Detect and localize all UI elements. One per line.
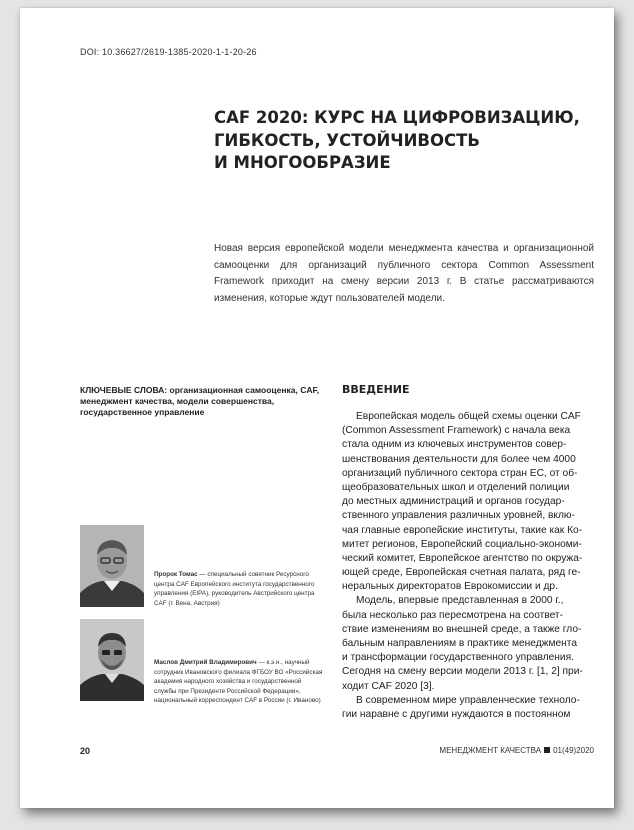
body-line: гии наравне с другими нуждаются в постоянном <box>342 708 571 720</box>
body-line: и трансформации государственного управления. <box>342 652 574 664</box>
journal-name: МЕНЕДЖМЕНТ КАЧЕСТВА <box>439 746 542 755</box>
title-line: ГИБКОСТЬ, УСТОЙЧИВОСТЬ <box>214 130 480 150</box>
journal-footer <box>439 746 594 755</box>
body-text <box>342 410 594 722</box>
body-line: ющей среде, Европейская счетная палата, ряд ге- <box>342 567 581 579</box>
author-photo <box>80 619 144 701</box>
keywords-text: организационная самооценка, CAF, менеджмент качества, модели совершенства, государственное управление <box>80 385 320 418</box>
body-line: была несколько раз пересмотрена на соответ- <box>342 609 563 621</box>
square-bullet-icon <box>544 747 550 753</box>
body-line: организаций публичного сектора стран ЕС, от об- <box>342 467 578 479</box>
body-line: Европейская модель общей схемы оценки CAF <box>356 411 581 422</box>
body-line: щеобразовательных школ и отделений полиции <box>342 481 570 493</box>
title-line: И МНОГООБРАЗИЕ <box>214 153 391 172</box>
body-line: ственного управления различных уровней, вклю- <box>342 510 575 522</box>
body-line: стала одним из ключевых инструментов совер- <box>342 439 567 451</box>
body-line: Сегодня на смену версии модели 2013 г. [1, 2] при- <box>342 666 583 678</box>
keywords <box>80 385 325 419</box>
body-line: ствие изменениям во внешней среде, а также гло- <box>342 623 582 635</box>
body-line: неральных директоратов Еврокомиссии и др. <box>342 581 558 593</box>
author-bio <box>154 570 324 608</box>
article-title <box>214 107 594 175</box>
body-line: Модель, впервые представленная в 2000 г., <box>356 595 564 607</box>
body-line: бальным направлениям в практике менеджмента <box>342 638 577 649</box>
body-line: (Common Assessment Framework) с начала века <box>342 425 571 437</box>
journal-page <box>20 8 614 808</box>
body-line: ходит CAF 2020 [3]. <box>342 680 435 692</box>
body-line: шенствования деятельности для более чем 4000 <box>342 453 576 465</box>
abstract: Новая версия европейской модели менеджмента качества и организационной самооценки для организаций публичного сектора Common Assessment Framework приходит на смену версии 2013 г. В статье рассматриваются изменения, которые ждут пользователей модели. <box>214 243 594 304</box>
author-description: — к.э.н., научный сотрудник Ивановского филиала ФГБОУ ВО «Российская академия народного хозяйства и государственной службы при Президенте Российской Федерации», национальный корреспондент CAF в России (г. Иваново) <box>154 659 323 705</box>
body-line: чая главные европейские институты, такие как Ко- <box>342 524 583 536</box>
author-photo <box>80 525 144 607</box>
author-name: Пророк Томас <box>154 571 198 578</box>
keywords-label: КЛЮЧЕВЫЕ СЛОВА: <box>80 385 168 395</box>
section-heading: ВВЕДЕНИЕ <box>342 383 410 396</box>
author-name: Маслов Дмитрий Владимирович <box>154 659 257 666</box>
journal-issue: 01(49)2020 <box>553 746 594 755</box>
body-line: митет регионов, Европейский социально-экономи- <box>342 538 582 550</box>
title-line: CAF 2020: КУРС НА ЦИФРОВИЗАЦИЮ, <box>214 108 580 127</box>
body-line: до местных администраций и органов государ- <box>342 496 565 508</box>
author-description: — специальный советник Ресурсного центра CAF Европейского института государственного управления (EIPA), руководитель Австрийского центра CAF (г. Вена, Австрия) <box>154 571 315 607</box>
author-bio <box>154 658 324 706</box>
body-line: ческий комитет, Европейское агентство по окружа- <box>342 552 583 564</box>
body-line: В современном мире управленческие техноло- <box>356 694 580 706</box>
page-number: 20 <box>80 746 91 756</box>
doi-line: DOI: 10.36627/2619-1385-2020-1-1-20-26 <box>80 47 257 57</box>
